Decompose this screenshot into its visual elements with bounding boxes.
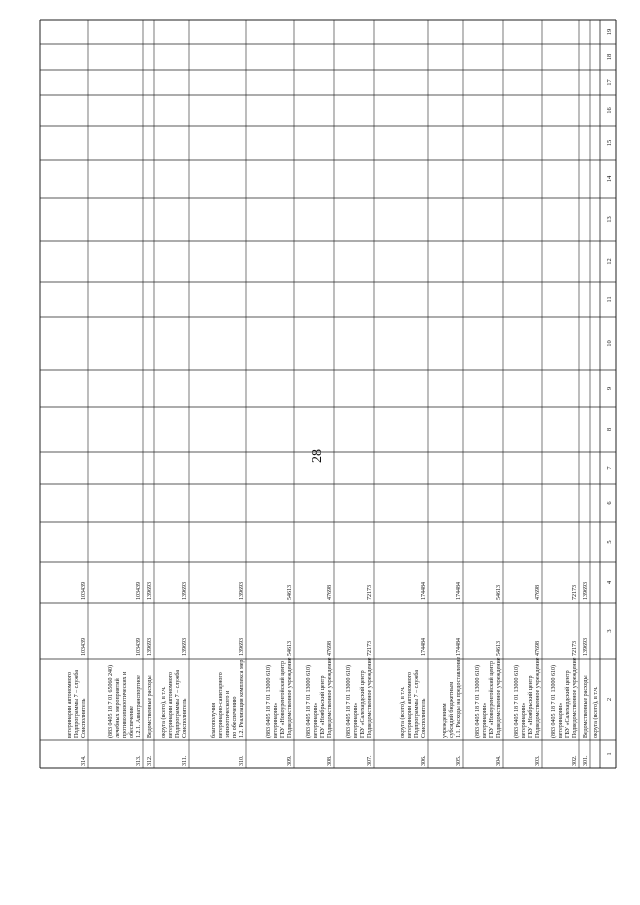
row-value-col3: 139693 — [147, 638, 153, 656]
row-value-col3: 103439 — [81, 638, 87, 656]
row-name-line: (883 0405 18 7 01 13000 610) — [306, 665, 312, 738]
row-name-line: ветеринарии» — [558, 702, 564, 738]
row-value-col4: 174484 — [456, 582, 462, 600]
row-name-line: Соисполнитель — [182, 698, 188, 738]
row-name-line: (883 0405 18 7 01 13000 610) — [514, 665, 520, 738]
header-col-number: 8 — [606, 427, 613, 432]
row-name-line: ветеринарии автономного — [168, 671, 174, 738]
row-number: 306. — [421, 755, 427, 766]
row-name-line: округа (всего), в т.ч. — [161, 686, 167, 738]
row-number: 304. — [496, 755, 502, 766]
row-value-col3: 139693 — [239, 638, 245, 656]
row-value-col3: 174484 — [456, 638, 462, 656]
header-col-number: 15 — [606, 139, 613, 147]
row-number: 305. — [456, 755, 462, 766]
header-col-number: 19 — [606, 28, 613, 36]
header-col-number: 2 — [606, 697, 613, 702]
row-value-col4: 139693 — [147, 582, 153, 600]
header-col-number: 14 — [606, 175, 613, 183]
table-cells — [67, 29, 613, 766]
row-value-col3: 47698 — [327, 641, 333, 656]
header-col-number: 18 — [606, 53, 613, 61]
row-name-line: ГБУ «Новоуренгойский центр — [489, 660, 495, 738]
row-name-line: (883 0405 18 7 01 13000 610) — [475, 665, 481, 738]
page-number: 28 — [310, 449, 325, 463]
header-col-number: 3 — [606, 629, 613, 633]
row-number: 310. — [239, 755, 245, 766]
row-name-line: Подведомственное учреждение — [572, 657, 578, 738]
row-value-col3: 72173 — [367, 641, 373, 656]
row-value-col4: 72173 — [367, 585, 373, 600]
row-name-line: Подпрограммы 7 – служба — [74, 669, 80, 738]
row-name-line: 1.1. Расходы на предоставление — [456, 656, 462, 738]
row-name-line: (883 0405 18 7 01 65060 240) — [108, 665, 114, 738]
row-name-line: противоэпизоотических и — [122, 671, 128, 738]
row-name-line: ветеринарно-санитарного — [218, 672, 224, 738]
row-name-line: Соисполнитель — [421, 698, 427, 738]
row-value-col4: 139693 — [182, 582, 188, 600]
row-name-line: Подведомственное учреждение — [327, 657, 333, 738]
header-col-number: 9 — [606, 386, 613, 391]
row-name-line: Соисполнитель — [81, 698, 87, 738]
row-number: 314. — [81, 755, 87, 766]
row-name-line: (883 0405 18 7 01 13000 610) — [266, 665, 272, 738]
row-value-col4: 103439 — [81, 582, 87, 600]
header-col-number: 6 — [606, 501, 613, 505]
header-col-number: 4 — [606, 580, 613, 585]
row-value-col4: 54613 — [496, 585, 502, 600]
row-number: 311. — [182, 755, 188, 766]
row-value-col3: 47698 — [535, 641, 541, 656]
row-name-line: эпизоотического и — [225, 690, 231, 738]
row-number: 303. — [535, 755, 541, 766]
row-name-line: Подведомственное учреждение — [535, 657, 541, 738]
row-name-line: ГБУ «Салехардский центр — [565, 670, 571, 738]
row-number: 308. — [327, 755, 333, 766]
row-name-line: округа (всего), в т.ч. — [593, 686, 599, 738]
row-name-line: ГБУ «Новоуренгойский центр — [280, 660, 286, 738]
row-name-line: (883 0405 18 7 01 13000 610) — [551, 665, 557, 738]
row-name-line: Ведомственные расходы — [583, 675, 589, 738]
header-col-number: 7 — [606, 466, 613, 470]
row-name-line: ГБУ «Салехардский центр — [360, 670, 366, 738]
header-col-number: 16 — [606, 107, 613, 114]
row-name-line: ГБУ «Ноябрьский центр — [320, 675, 326, 738]
row-name-line: Подпрограммы 7 – служба — [414, 669, 420, 738]
row-name-line: Подведомственное учреждение — [287, 657, 293, 738]
row-value-col3: 139693 — [583, 638, 589, 656]
row-value-col3: 139693 — [182, 638, 188, 656]
row-name-line: учреждениям — [442, 703, 448, 738]
row-name-line: ветеринарии» — [482, 702, 488, 738]
row-name-line: 1.2. Реализация комплекса мер — [239, 659, 245, 738]
row-number: 307. — [367, 755, 373, 766]
row-name-line: Подведомственное учреждение — [367, 657, 373, 738]
row-value-col4: 103439 — [136, 582, 142, 600]
header-col-number: 13 — [606, 216, 613, 223]
row-value-col4: 174484 — [421, 582, 427, 600]
row-name-line: ветеринарии» — [353, 702, 359, 738]
row-value-col3: 54613 — [496, 641, 502, 656]
row-value-col3: 103439 — [136, 638, 142, 656]
row-name-line: по обеспечению — [232, 696, 238, 738]
row-value-col4: 47698 — [535, 585, 541, 600]
row-name-line: ГБУ «Ноябрьский центр — [528, 675, 534, 738]
row-name-line: лечебных мероприятий — [115, 678, 121, 738]
row-value-col3: 174484 — [421, 638, 427, 656]
row-name-line: Подведомственное учреждение — [496, 657, 502, 738]
row-name-line: ветеринарии» — [521, 702, 527, 738]
header-col-number: 10 — [606, 340, 613, 347]
row-name-line: (883 0405 18 7 01 13000 610) — [346, 665, 352, 738]
row-name-line: ветеринарии автономного — [67, 671, 73, 738]
row-number: 309. — [287, 755, 293, 766]
row-value-col4: 139693 — [239, 582, 245, 600]
row-number: 301. — [583, 755, 589, 766]
row-name-line: субсидий бюджетным — [449, 681, 455, 738]
row-number: 313. — [136, 755, 142, 766]
header-col-number: 11 — [606, 296, 613, 303]
row-name-line: благополучия — [211, 703, 217, 738]
row-value-col4: 54613 — [287, 585, 293, 600]
row-value-col3: 54613 — [287, 641, 293, 656]
row-value-col4: 47698 — [327, 585, 333, 600]
row-name-line: Ведомственные расходы — [147, 675, 153, 738]
row-number: 312. — [147, 755, 153, 766]
row-value-col3: 72173 — [572, 641, 578, 656]
row-name-line: обеспечение — [129, 706, 135, 738]
header-col-number: 12 — [606, 258, 613, 265]
row-name-line: округа (всего), в т.ч. — [400, 686, 406, 738]
header-col-number: 1 — [606, 752, 613, 756]
row-name-line: ветеринарии» — [273, 702, 279, 738]
row-name-line: Подпрограммы 7 – служба — [175, 669, 181, 738]
row-name-line: 1.2.1. Авиатранспортное — [136, 675, 142, 738]
row-value-col4: 72173 — [572, 585, 578, 600]
row-name-line: ветеринарии» — [313, 702, 319, 738]
header-col-number: 17 — [606, 79, 613, 86]
row-value-col4: 139693 — [583, 582, 589, 600]
row-name-line: ветеринарии автономного — [407, 671, 413, 738]
row-number: 302. — [572, 755, 578, 766]
header-col-number: 5 — [606, 540, 613, 544]
